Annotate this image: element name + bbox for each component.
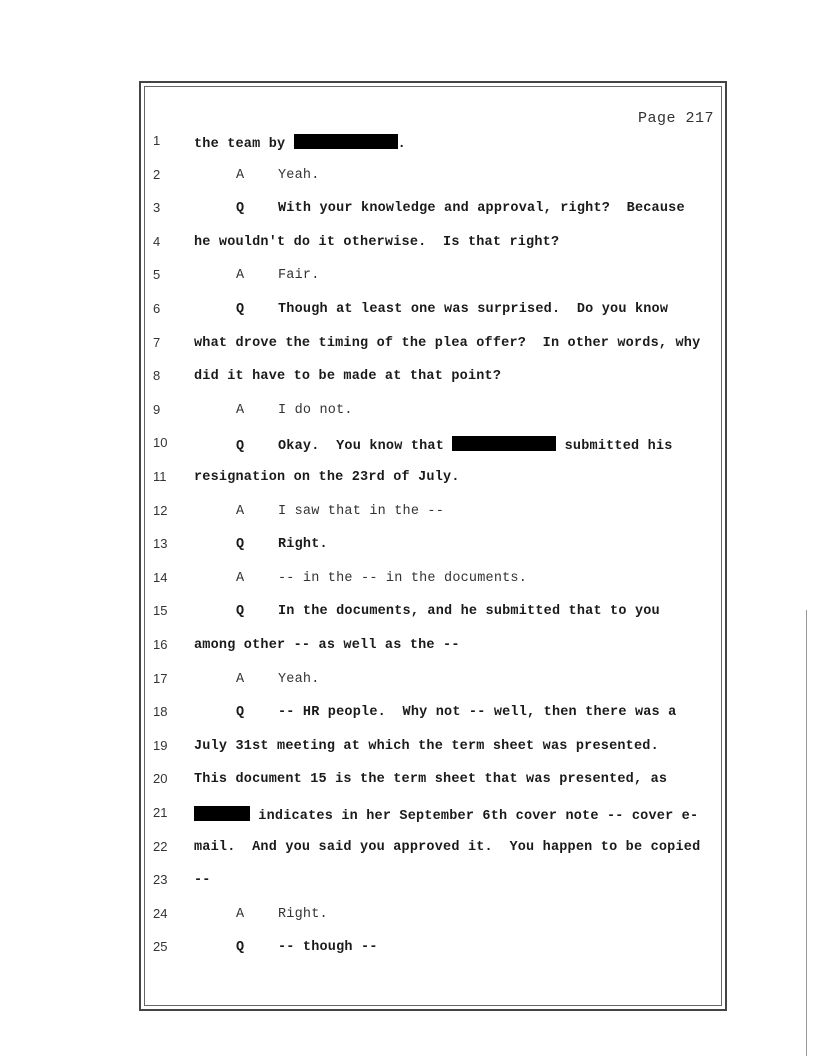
transcript-line bbox=[0, 637, 816, 659]
line-text bbox=[194, 336, 700, 351]
text-run: -- in the -- in the documents. bbox=[278, 570, 528, 586]
line-number: 3 bbox=[153, 200, 161, 216]
text-run: -- HR people. Why not -- well, then there was a bbox=[278, 705, 677, 721]
text-run: Though at least one was surprised. Do you know bbox=[278, 302, 669, 317]
line-number: 12 bbox=[153, 502, 168, 518]
transcript-line bbox=[0, 234, 816, 256]
line-text bbox=[194, 873, 211, 888]
line-text bbox=[194, 470, 460, 485]
line-number: 14 bbox=[153, 569, 168, 585]
transcript-line bbox=[0, 200, 816, 222]
transcript-line bbox=[0, 872, 816, 894]
line-text bbox=[194, 403, 353, 418]
line-text bbox=[194, 537, 328, 552]
transcript-line bbox=[0, 435, 816, 457]
line-text bbox=[194, 369, 501, 384]
line-text bbox=[194, 772, 667, 787]
line-number: 17 bbox=[153, 670, 168, 686]
text-run: what drove the timing of the plea offer? In other words, why bbox=[194, 335, 701, 351]
line-text bbox=[194, 268, 320, 283]
line-number: 15 bbox=[153, 603, 168, 619]
line-number: 6 bbox=[153, 301, 161, 316]
speaker-label: A bbox=[236, 402, 245, 418]
line-text bbox=[194, 235, 559, 250]
line-number: 4 bbox=[153, 233, 161, 249]
page-number: Page 217 bbox=[637, 110, 714, 127]
speaker-label: A bbox=[236, 906, 245, 922]
transcript-line bbox=[0, 503, 816, 525]
line-text bbox=[194, 638, 460, 653]
text-run: Right. bbox=[278, 537, 328, 553]
text-run: resignation on the 23rd of July. bbox=[194, 470, 460, 485]
text-run: submitted his bbox=[556, 439, 673, 455]
line-text bbox=[194, 436, 673, 454]
text-run: did it have to be made at that point? bbox=[194, 369, 502, 385]
line-text bbox=[194, 302, 668, 317]
line-number: 1 bbox=[153, 133, 161, 148]
text-run: he wouldn't do it otherwise. Is that right? bbox=[194, 234, 560, 250]
text-run: mail. And you said you approved it. You happen to be copied bbox=[194, 839, 701, 855]
line-number: 5 bbox=[153, 267, 161, 283]
line-text bbox=[194, 504, 444, 519]
speaker-label: A bbox=[236, 503, 245, 519]
transcript-line bbox=[0, 939, 816, 961]
speaker-label: Q bbox=[236, 705, 245, 721]
text-run: among other -- as well as the -- bbox=[194, 638, 460, 653]
text-run: indicates in her September 6th cover note -- cover e- bbox=[250, 809, 699, 824]
transcript-line bbox=[0, 906, 816, 928]
line-text bbox=[194, 201, 685, 216]
redaction-block bbox=[294, 134, 398, 149]
speaker-label: Q bbox=[236, 201, 245, 217]
line-text bbox=[194, 168, 320, 183]
transcript-line bbox=[0, 167, 816, 189]
transcript-line bbox=[0, 671, 816, 693]
line-text bbox=[194, 806, 698, 824]
line-number: 21 bbox=[153, 805, 168, 820]
transcript-line bbox=[0, 469, 816, 491]
speaker-label: A bbox=[236, 671, 245, 687]
text-run: the team by bbox=[194, 137, 294, 152]
line-text bbox=[194, 134, 406, 152]
line-number: 19 bbox=[153, 737, 168, 753]
transcript-line bbox=[0, 133, 816, 155]
line-number: 16 bbox=[153, 637, 168, 652]
text-run: With your knowledge and approval, right? Because bbox=[278, 201, 685, 217]
speaker-label: A bbox=[236, 570, 245, 586]
line-text bbox=[194, 840, 700, 855]
speaker-label: Q bbox=[236, 302, 245, 317]
text-run: Okay. You know that bbox=[278, 439, 453, 455]
transcript-line bbox=[0, 570, 816, 592]
transcript-line bbox=[0, 536, 816, 558]
text-run: -- bbox=[194, 873, 211, 889]
line-number: 2 bbox=[153, 166, 161, 182]
line-text bbox=[194, 705, 676, 720]
transcript-line bbox=[0, 738, 816, 760]
line-number: 7 bbox=[153, 334, 161, 350]
line-number: 24 bbox=[153, 905, 168, 921]
text-run: Right. bbox=[278, 906, 328, 922]
transcript-line bbox=[0, 267, 816, 289]
speaker-label: Q bbox=[236, 604, 245, 620]
line-number: 11 bbox=[153, 469, 167, 484]
line-text bbox=[194, 739, 659, 754]
speaker-label: Q bbox=[236, 940, 245, 956]
text-run: Fair. bbox=[278, 268, 320, 284]
text-run: -- though -- bbox=[278, 940, 378, 956]
text-run: July 31st meeting at which the term sheet was presented. bbox=[194, 738, 659, 754]
speaker-label: A bbox=[236, 268, 245, 284]
line-number: 23 bbox=[153, 872, 168, 888]
transcript-line bbox=[0, 368, 816, 390]
line-number: 18 bbox=[153, 704, 168, 720]
line-number: 10 bbox=[153, 435, 168, 451]
transcript-line bbox=[0, 704, 816, 726]
text-run: I do not. bbox=[278, 402, 353, 418]
transcript-line bbox=[0, 335, 816, 357]
transcript-line bbox=[0, 402, 816, 424]
line-text bbox=[194, 940, 378, 955]
text-run: In the documents, and he submitted that to you bbox=[278, 604, 660, 620]
redaction-block bbox=[452, 436, 556, 451]
transcript-line bbox=[0, 839, 816, 861]
text-run: Yeah. bbox=[278, 167, 320, 183]
text-run: Yeah. bbox=[278, 671, 320, 687]
line-number: 25 bbox=[153, 939, 168, 955]
line-number: 20 bbox=[153, 771, 168, 787]
line-text bbox=[194, 672, 320, 687]
transcript-line bbox=[0, 301, 816, 323]
transcript-line bbox=[0, 771, 816, 793]
line-number: 8 bbox=[153, 368, 161, 384]
line-number: 13 bbox=[153, 536, 168, 552]
transcript-line bbox=[0, 805, 816, 827]
line-text bbox=[194, 604, 660, 619]
text-run: I saw that in the -- bbox=[278, 503, 445, 519]
line-number: 9 bbox=[153, 401, 161, 417]
text-run: . bbox=[397, 137, 406, 152]
line-text bbox=[194, 907, 328, 922]
line-number: 22 bbox=[153, 838, 168, 854]
speaker-label: A bbox=[236, 167, 245, 183]
speaker-label: Q bbox=[236, 439, 245, 455]
text-run: This document 15 is the term sheet that was presented, as bbox=[194, 772, 668, 788]
line-text bbox=[194, 571, 527, 586]
redaction-block bbox=[194, 806, 250, 821]
speaker-label: Q bbox=[236, 537, 245, 553]
transcript-line bbox=[0, 603, 816, 625]
